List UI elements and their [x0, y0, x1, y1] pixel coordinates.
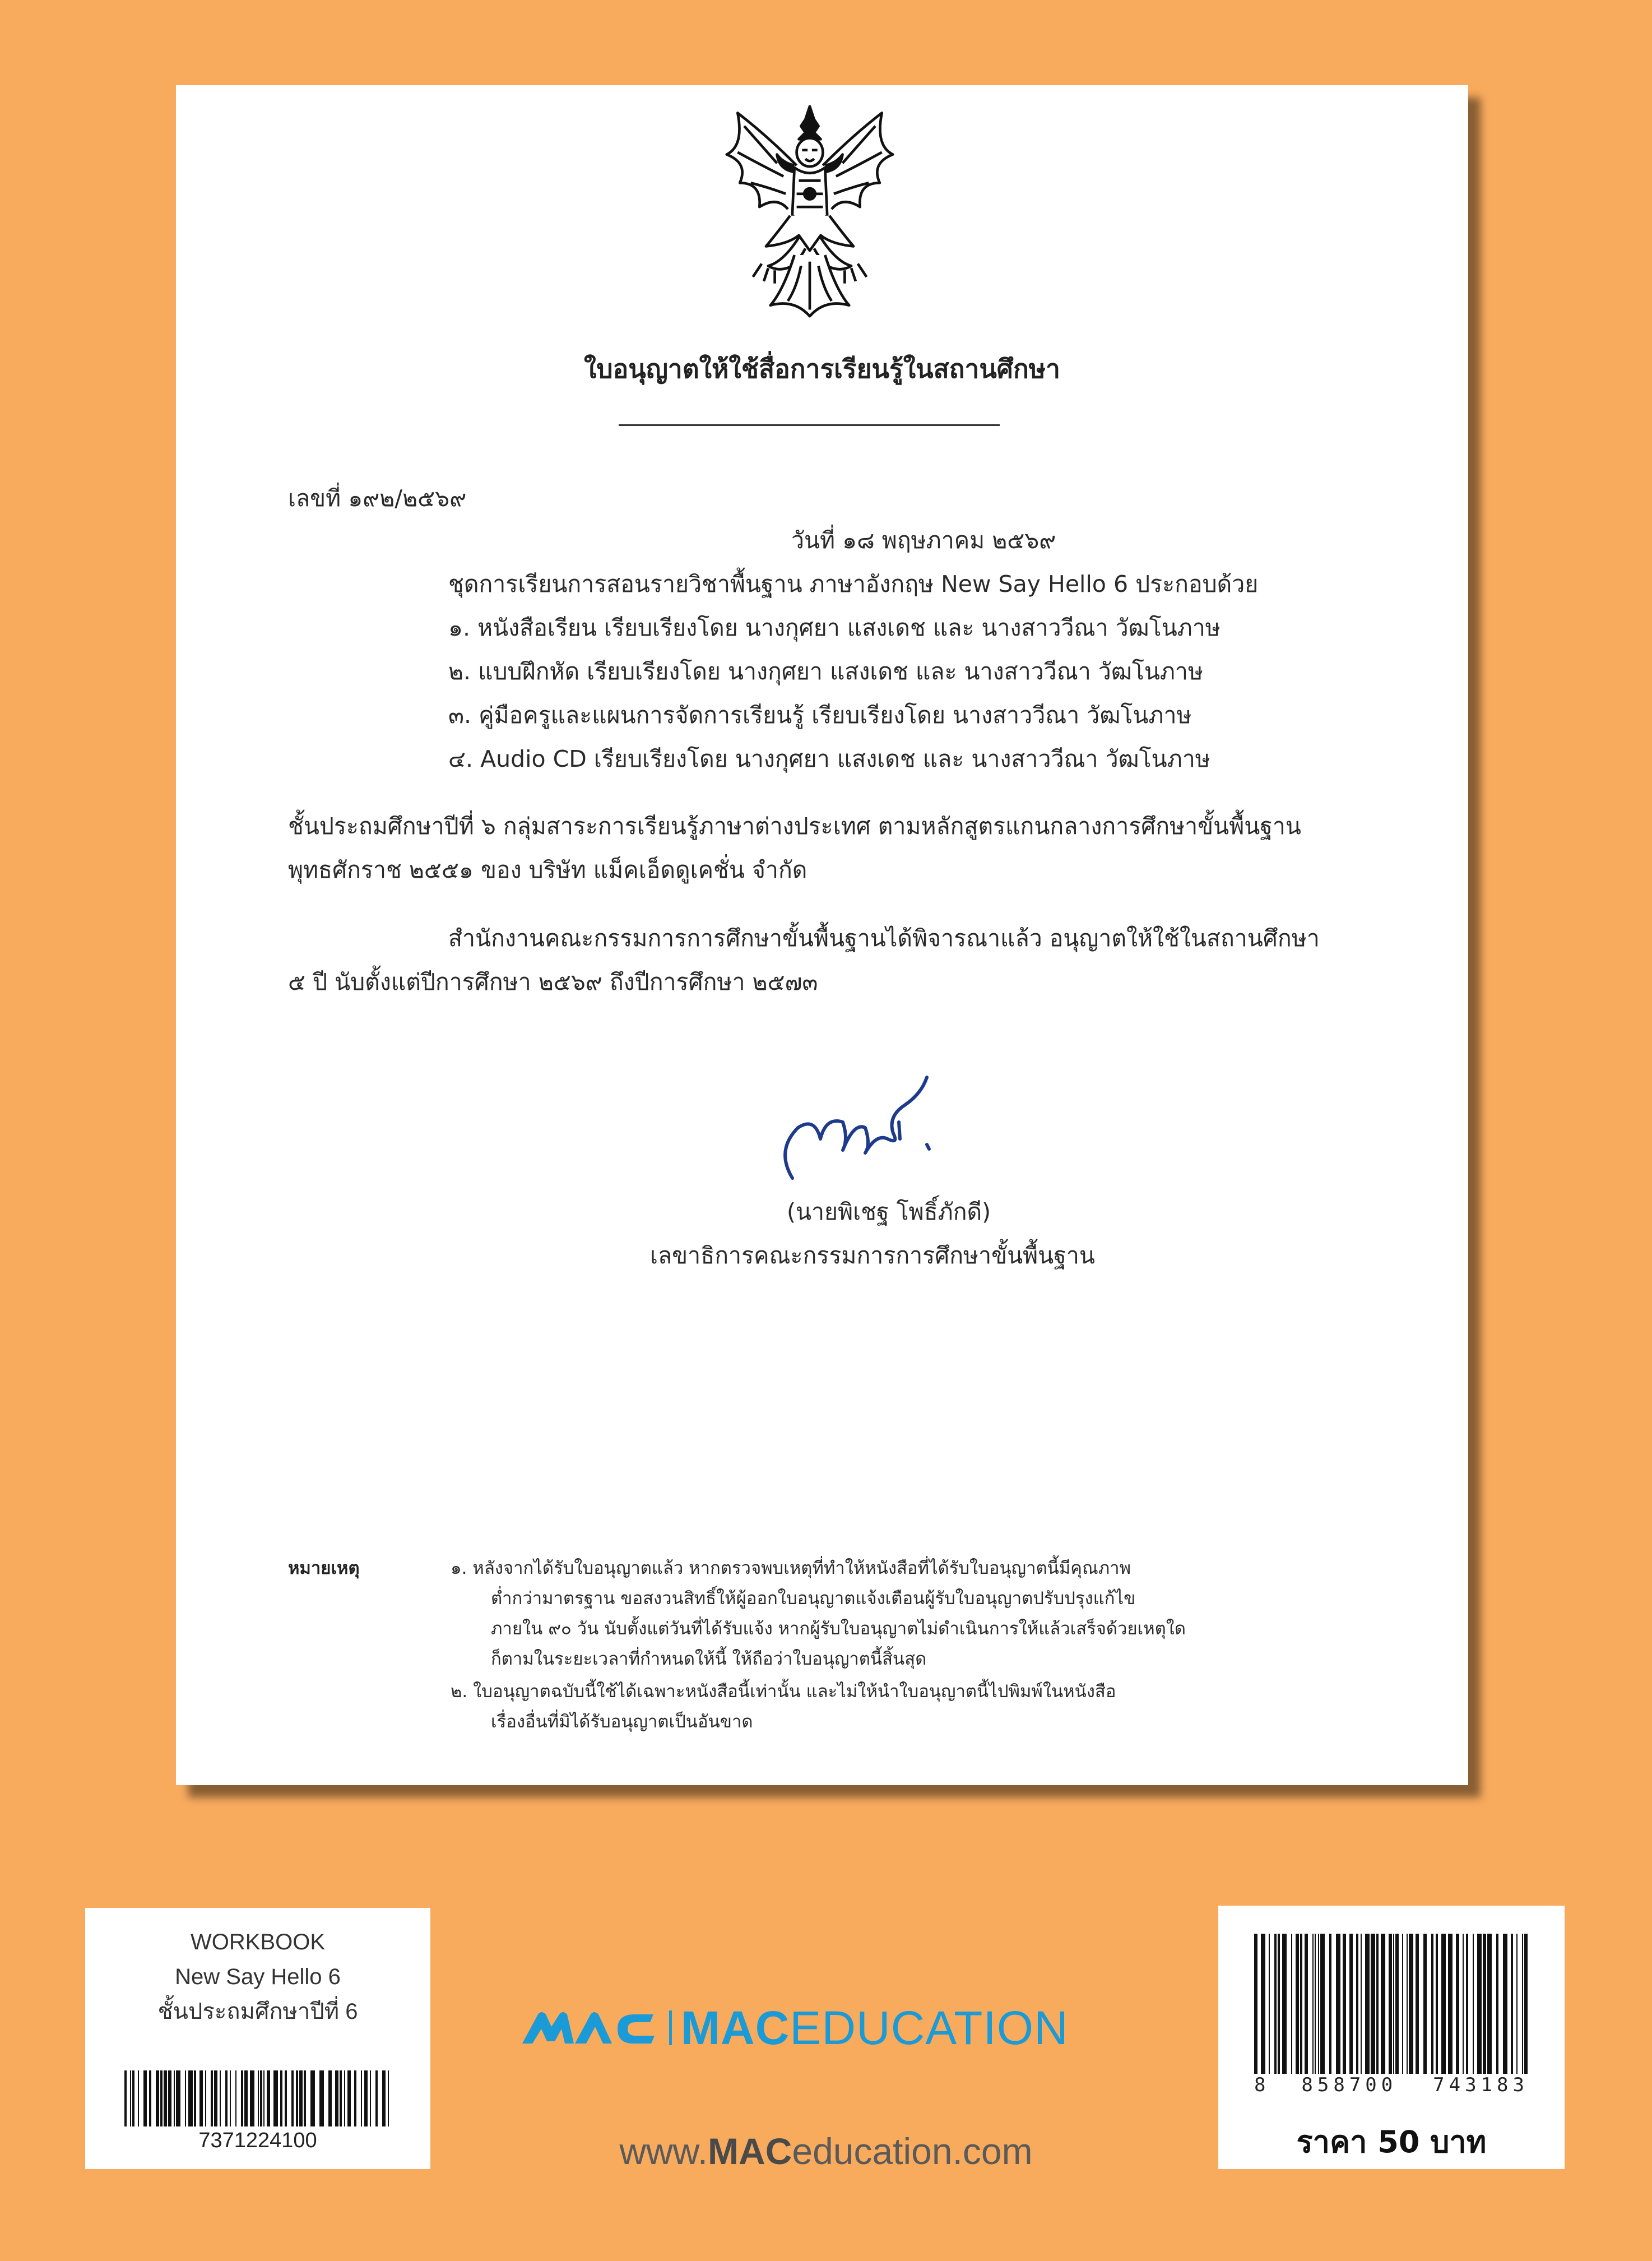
- mac-logo-mark-icon: [522, 2010, 662, 2046]
- barcode-bar: [267, 2070, 270, 2126]
- barcode-bar: [132, 2070, 134, 2126]
- barcode-bar: [1318, 1934, 1319, 2074]
- barcode-bar: [1381, 1934, 1385, 2074]
- list-item: ๒. แบบฝึกหัด เรียบเรียงโดย นางกุศยา แสงเดช และ นางสาววีณา วัฒโนภาษ: [448, 658, 1203, 685]
- barcode-bar: [1473, 1934, 1474, 2074]
- paragraph-line: ๕ ปี นับตั้งแต่ปีการศึกษา ๒๕๖๙ ถึงปีการศึกษา ๒๕๗๓: [288, 969, 818, 995]
- document-number: เลขที่ ๑๙๒/๒๕๖๙: [288, 485, 467, 512]
- book-type: WORKBOOK: [190, 1930, 326, 1954]
- license-document: [176, 85, 1468, 1785]
- barcode-bar: [285, 2070, 287, 2126]
- barcode-digits: [1254, 2074, 1529, 2096]
- barcode-bar: [1522, 1934, 1523, 2074]
- barcode-bar: [230, 2070, 231, 2126]
- remark-line: ๑. หลังจากได้รับใบอนุญาตแล้ว หากตรวจพบเหตุที่ทำให้หนังสือที่ได้รับใบอนุญาตนี้มีคุณภาพ: [451, 1558, 1131, 1578]
- barcode-digit-group: 858700: [1301, 2074, 1398, 2096]
- title-underline: [619, 424, 1000, 426]
- barcode-bar: [1448, 1934, 1453, 2074]
- logo-text: [681, 2001, 1069, 2054]
- barcode-bar: [250, 2070, 254, 2126]
- remark-line: เรื่องอื่นที่มิได้รับอนุญาตเป็นอันขาด: [491, 1712, 753, 1732]
- barcode-bar: [1395, 1934, 1399, 2074]
- barcode-bar: [1282, 1934, 1287, 2074]
- barcode-bar: [1416, 1934, 1419, 2074]
- barcode-bar: [225, 2070, 228, 2126]
- barcode-bar: [1278, 1934, 1280, 2074]
- barcode-bar: [304, 2070, 306, 2126]
- barcode-bar: [164, 2070, 167, 2126]
- list-item: ๑. หนังสือเรียน เรียบเรียงโดย นางกุศยา แสงเดช และ นางสาววีณา วัฒโนภาษ: [448, 614, 1221, 641]
- barcode-bar: [388, 2070, 389, 2126]
- barcode-bar: [1365, 1934, 1370, 2074]
- barcode-bar: [199, 2070, 203, 2126]
- barcode-bar: [1329, 1934, 1331, 2074]
- barcode-bar: [1441, 1934, 1446, 2074]
- barcode-bar: [335, 2070, 338, 2126]
- barcode-bar: [1349, 1934, 1353, 2074]
- barcode-bar: [1477, 1934, 1482, 2074]
- barcode-bar: [375, 2070, 378, 2126]
- barcode-bar: [1305, 1934, 1308, 2074]
- barcode-bar: [176, 2070, 180, 2126]
- book-title: New Say Hello 6: [175, 1965, 341, 1989]
- barcode-bar: [1431, 1934, 1433, 2074]
- book-grade: ชั้นประถมศึกษาปีที่ 6: [157, 1999, 358, 2024]
- barcode-bar: [1356, 1934, 1358, 2074]
- barcode-bar: [319, 2070, 324, 2126]
- barcode-bar: [299, 2070, 303, 2126]
- barcode-bar: [1371, 1934, 1375, 2074]
- barcode-bar: [361, 2070, 362, 2126]
- signature: [759, 1060, 960, 1201]
- barcode-bar: [235, 2070, 236, 2126]
- barcode-bar: [354, 2070, 356, 2126]
- barcode-bar: [143, 2070, 147, 2126]
- barcode-bar: [1407, 1934, 1408, 2074]
- site-suffix: education.com: [792, 2130, 1033, 2172]
- barcode-bar: [194, 2070, 196, 2126]
- paragraph-line: สำนักงานคณะกรรมการการศึกษาขั้นพื้นฐานได้พิจารณาแล้ว อนุญาตให้ใช้ในสถานศึกษา: [448, 925, 1320, 952]
- barcode-bar: [185, 2070, 186, 2126]
- barcode-bar: [263, 2070, 264, 2126]
- barcode-bar: [1261, 1934, 1265, 2074]
- barcode-bar: [1436, 1934, 1438, 2074]
- barcode-bar: [1524, 1934, 1528, 2074]
- barcode-bar: [1296, 1934, 1299, 2074]
- barcode-bar: [347, 2070, 351, 2126]
- barcode-bar: [205, 2070, 206, 2126]
- barcode-bar: [1409, 1934, 1413, 2074]
- barcode-bar: [149, 2070, 151, 2126]
- list-item: ๔. Audio CD เรียบเรียงโดย นางกุศยา แสงเดช และ นางสาววีณา วัฒโนภาษ: [448, 745, 1210, 772]
- barcode-bar: [220, 2070, 221, 2126]
- barcode-digit-group: 743183: [1433, 2074, 1529, 2096]
- barcode-bar: [1511, 1934, 1513, 2074]
- remark-line: ก็ตามในระยะเวลาที่กำหนดให้นี้ ให้ถือว่าใบอนุญาตนี้สิ้นสุด: [491, 1649, 927, 1669]
- signatory-name: (นายพิเชฐ โพธิ์ภักดี): [787, 1198, 991, 1225]
- barcode-bar: [382, 2070, 386, 2126]
- logo-education-text: EDUCATION: [790, 2001, 1069, 2054]
- barcode-bar: [1343, 1934, 1346, 2074]
- logo-separator: [669, 2010, 672, 2045]
- remark-line: ๒. ใบอนุญาตฉบับนี้ใช้ได้เฉพาะหนังสือนี้เท่านั้น และไม่ให้นำใบอนุญาตนี้ไปพิมพ์ในหนังสือ: [451, 1681, 1116, 1702]
- site-brand: MAC: [708, 2130, 792, 2172]
- barcode-bar: [1376, 1934, 1379, 2074]
- site-prefix: www.: [619, 2130, 708, 2172]
- barcode-bar: [174, 2070, 175, 2126]
- barcode-bar: [1516, 1934, 1518, 2074]
- remark-line: ต่ำกว่ามาตรฐาน ขอสงวนสิทธิ์ให้ผู้ออกใบอนุญาตแจ้งเตือนผู้รับใบอนุญาตปรับปรุงแก้ไข: [491, 1588, 1136, 1609]
- barcode-bar: [310, 2070, 315, 2126]
- mac-education-logo: [522, 2001, 1069, 2054]
- barcode-bar: [1312, 1934, 1314, 2074]
- remarks-label: หมายเหตุ: [288, 1558, 360, 1578]
- barcode-bar: [296, 2070, 298, 2126]
- barcode-bar: [1503, 1934, 1507, 2074]
- small-barcode: [124, 2070, 392, 2126]
- barcode-bar: [1423, 1934, 1427, 2074]
- barcode-bar: [273, 2070, 278, 2126]
- barcode-bar: [1269, 1934, 1270, 2074]
- barcode-bar: [1291, 1934, 1292, 2074]
- logo-mac-text: MAC: [681, 2001, 790, 2054]
- remark-line: ภายใน ๙๐ วัน นับตั้งแต่วันที่ได้รับแจ้ง หากผู้รับใบอนุญาตไม่ดำเนินการให้แล้วเสร็จด้วยเหตุใด: [491, 1619, 1186, 1639]
- barcode-bar: [1389, 1934, 1392, 2074]
- barcode-bar: [291, 2070, 294, 2126]
- barcode-bar: [188, 2070, 193, 2126]
- barcode-bar: [1274, 1934, 1277, 2074]
- barcode-bar: [1483, 1934, 1486, 2074]
- barcode-bar: [1496, 1934, 1498, 2074]
- price-box: [1218, 1906, 1565, 2169]
- barcode-bar: [1254, 1934, 1257, 2074]
- barcode-bar: [280, 2070, 282, 2126]
- barcode-bar: [156, 2070, 159, 2126]
- barcode-digit-group: 8: [1254, 2074, 1266, 2096]
- barcode-bar: [1315, 1934, 1316, 2074]
- barcode-bar: [370, 2070, 371, 2126]
- barcode-bar: [1361, 1934, 1362, 2074]
- intro-text: ชุดการเรียนการสอนรายวิชาพื้นฐาน ภาษาอังกฤษ New Say Hello 6 ประกอบด้วย: [448, 571, 1259, 597]
- barcode-bar: [130, 2070, 131, 2126]
- barcode-bar: [1300, 1934, 1302, 2074]
- barcode-bar: [364, 2070, 368, 2126]
- barcode-bar: [258, 2070, 259, 2126]
- garuda-emblem: [700, 102, 919, 321]
- barcode-bar: [211, 2070, 213, 2126]
- barcode-bar: [344, 2070, 345, 2126]
- price: ราคา 50 บาท: [1296, 2124, 1487, 2160]
- barcode-bar: [328, 2070, 332, 2126]
- isbn-barcode: [1254, 1934, 1529, 2074]
- list-item: ๓. คู่มือครูและแผนการจัดการเรียนรู้ เรียบเรียงโดย นางสาววีณา วัฒโนภาษ: [448, 702, 1192, 729]
- barcode-bar: [1463, 1934, 1464, 2074]
- paragraph-line: ชั้นประถมศึกษาปีที่ ๖ กลุ่มสาระการเรียนรู้ภาษาต่างประเทศ ตามหลักสูตรแกนกลางการศึกษาขั้นพื้นฐาน: [288, 813, 1301, 840]
- barcode-bar: [1393, 1934, 1394, 2074]
- barcode-bar: [1336, 1934, 1340, 2074]
- barcode-bar: [1402, 1934, 1403, 2074]
- paragraph-line: พุทธศักราช ๒๕๕๑ ของ บริษัท แม็คเอ็ดดูเคชั่น จำกัด: [288, 856, 808, 883]
- barcode-bar: [260, 2070, 262, 2126]
- barcode-bar: [1320, 1934, 1325, 2074]
- barcode-bar: [340, 2070, 342, 2126]
- barcode-bar: [160, 2070, 163, 2126]
- document-title: ใบอนุญาตให้ใช้สื่อการเรียนรู้ในสถานศึกษา: [583, 354, 1061, 384]
- barcode-bar: [1487, 1934, 1492, 2074]
- book-code: 7371224100: [198, 2129, 317, 2152]
- signatory-position: เลขาธิการคณะกรรมการการศึกษาขั้นพื้นฐาน: [650, 1242, 1095, 1269]
- barcode-bar: [1456, 1934, 1459, 2074]
- barcode-bar: [124, 2070, 127, 2126]
- barcode-bar: [244, 2070, 248, 2126]
- barcode-bar: [241, 2070, 243, 2126]
- barcode-bar: [214, 2070, 217, 2126]
- document-date: วันที่ ๑๘ พฤษภาคม ๒๕๖๙: [791, 527, 1056, 554]
- barcode-bar: [138, 2070, 139, 2126]
- barcode-bar: [168, 2070, 171, 2126]
- barcode-bar: [1466, 1934, 1468, 2074]
